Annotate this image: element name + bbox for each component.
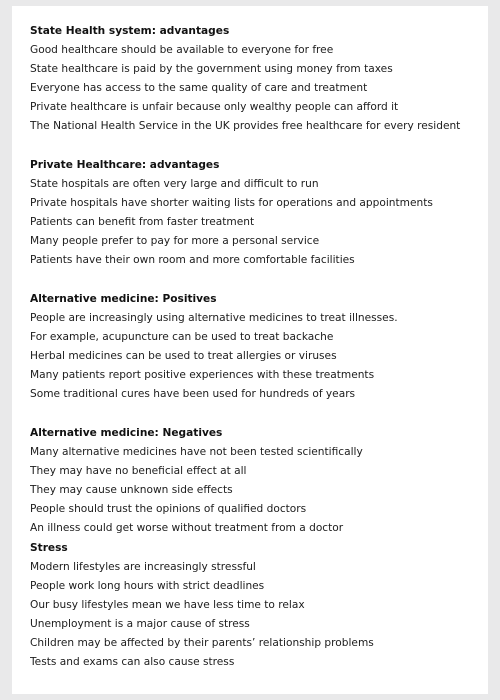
list-item: An illness could get worse without treatment from a doctor <box>30 522 344 534</box>
list-item: Our busy lifestyles mean we have less time to relax <box>30 599 305 611</box>
list-item: Tests and exams can also cause stress <box>30 656 235 668</box>
list-item: Everyone has access to the same quality of care and treatment <box>30 82 368 94</box>
list-item: Private healthcare is unfair because only wealthy people can afford it <box>30 101 399 113</box>
list-item: Many people prefer to pay for more a personal service <box>30 235 320 247</box>
section-heading: State Health system: advantages <box>30 25 230 37</box>
list-item: People are increasingly using alternative medicines to treat illnesses. <box>30 312 398 324</box>
list-item: Many patients report positive experiences with these treatments <box>30 369 375 381</box>
section-heading: Alternative medicine: Negatives <box>30 427 223 439</box>
list-item: People should trust the opinions of qualified doctors <box>30 503 307 515</box>
list-item: Good healthcare should be available to everyone for free <box>30 44 334 56</box>
list-item: Many alternative medicines have not been tested scientifically <box>30 446 363 458</box>
list-item: State hospitals are often very large and difficult to run <box>30 178 319 190</box>
list-item: They may cause unknown side effects <box>30 484 233 496</box>
list-item: For example, acupuncture can be used to treat backache <box>30 331 334 343</box>
list-item: Unemployment is a major cause of stress <box>30 618 250 630</box>
section-heading: Private Healthcare: advantages <box>30 159 220 171</box>
list-item: They may have no beneficial effect at all <box>30 465 247 477</box>
list-item: Private hospitals have shorter waiting lists for operations and appointments <box>30 197 433 209</box>
list-item: Herbal medicines can be used to treat allergies or viruses <box>30 350 337 362</box>
list-item: The National Health Service in the UK provides free healthcare for every resident <box>30 120 461 132</box>
list-item: Some traditional cures have been used for hundreds of years <box>30 388 356 400</box>
document-page <box>12 6 488 694</box>
list-item: State healthcare is paid by the government using money from taxes <box>30 63 393 75</box>
section-heading: Alternative medicine: Positives <box>30 293 217 305</box>
list-item: Children may be affected by their parents’ relationship problems <box>30 637 374 649</box>
list-item: Modern lifestyles are increasingly stressful <box>30 561 256 573</box>
list-item: People work long hours with strict deadlines <box>30 580 265 592</box>
list-item: Patients have their own room and more comfortable facilities <box>30 254 355 266</box>
section-heading: Stress <box>30 542 68 554</box>
list-item: Patients can benefit from faster treatment <box>30 216 255 228</box>
